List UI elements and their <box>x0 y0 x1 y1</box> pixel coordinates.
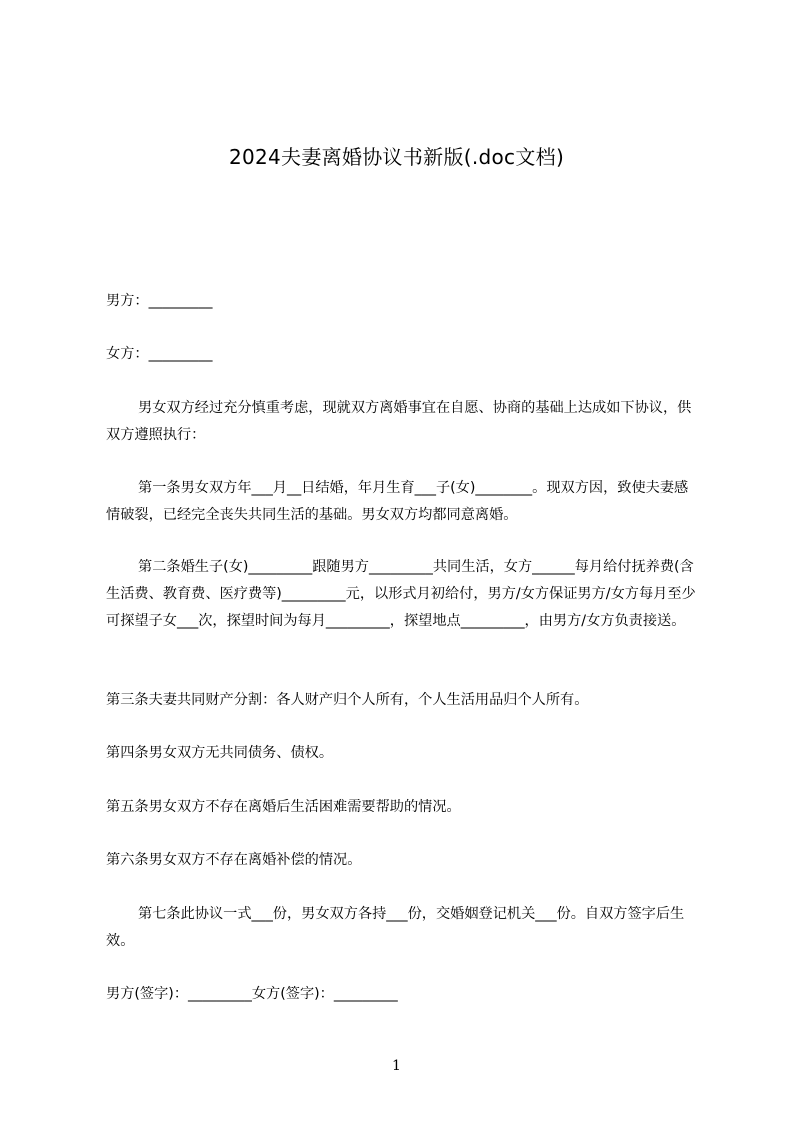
article-1-paragraph: 第一条男女双方年___月__日结婚，年月生育___子(女)________。现双方因，致使夫妻感情破裂，已经完全丧失共同生活的基础。男女双方均都同意离婚。 <box>106 480 689 523</box>
signature-line: 男方(签字)：_________女方(签字)：_________ <box>106 986 398 1002</box>
document-title: 2024夫妻离婚协议书新版(.doc文档) <box>228 145 565 169</box>
wife-name-line: 女方：_________ <box>106 346 213 362</box>
article-3-paragraph: 第三条夫妻共同财产分割：各人财产归个人所有，个人生活用品归个人所有。 <box>106 692 589 708</box>
article-4-paragraph: 第四条男女双方无共同债务、债权。 <box>106 745 334 761</box>
article-7-paragraph: 第七条此协议一式___份，男女双方各持___份，交婚姻登记机关___份。自双方签字后生效。 <box>106 906 685 949</box>
page-number: 1 <box>392 1058 401 1074</box>
article-5-paragraph: 第五条男女双方不存在离婚后生活困难需要帮助的情况。 <box>106 799 461 815</box>
preamble-paragraph: 男女双方经过充分慎重考虑，现就双方离婚事宜在自愿、协商的基础上达成如下协议，供双方遵照执行： <box>106 400 692 443</box>
article-2-paragraph: 第二条婚生子(女)_________跟随男方_________共同生活，女方______每月给付抚养费(含生活费、教育费、医疗费等)_________元，以形式月初给付，男方/女方保证男方/女方每月至少可探望子女___次，探望时间为每月_________，探望地点_________，由男方/女方负责接送。 <box>106 559 696 629</box>
husband-name-line: 男方：_________ <box>106 293 213 309</box>
article-6-paragraph: 第六条男女双方不存在离婚补偿的情况。 <box>106 852 362 868</box>
